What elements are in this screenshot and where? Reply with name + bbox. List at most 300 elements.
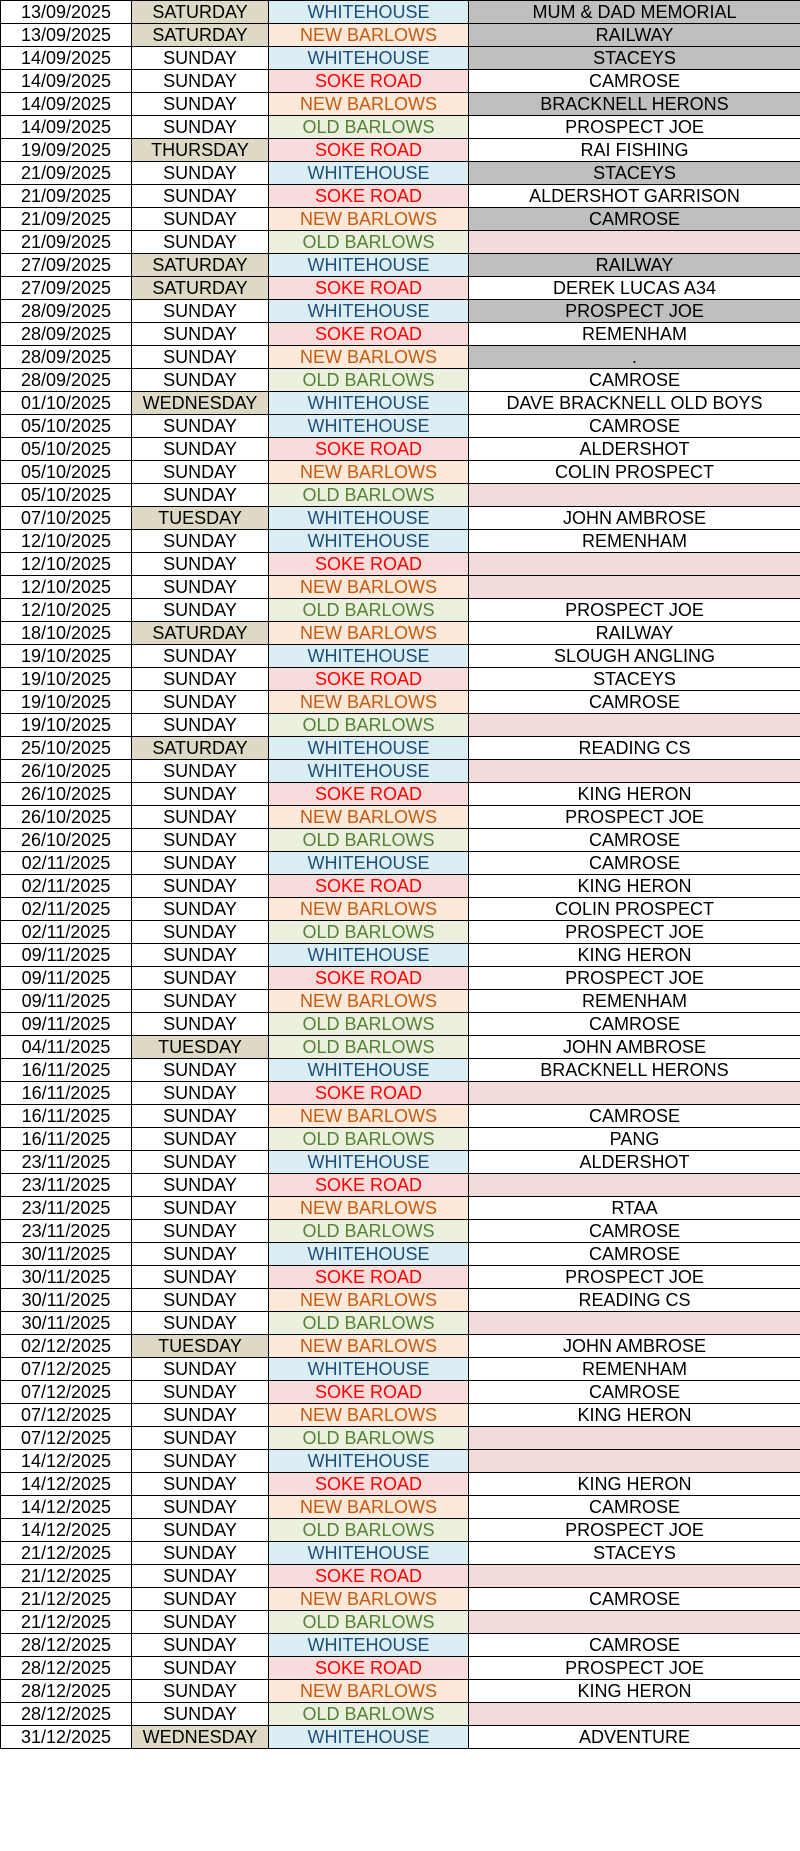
date-cell[interactable]: 14/09/2025	[1, 93, 132, 116]
venue-cell[interactable]: WHITEHOUSE	[269, 1358, 469, 1381]
venue-cell[interactable]: WHITEHOUSE	[269, 300, 469, 323]
date-cell[interactable]: 13/09/2025	[1, 24, 132, 47]
venue-cell[interactable]: WHITEHOUSE	[269, 1151, 469, 1174]
day-cell[interactable]: SUNDAY	[132, 944, 269, 967]
venue-cell[interactable]: NEW BARLOWS	[269, 1335, 469, 1358]
venue-cell[interactable]: WHITEHOUSE	[269, 737, 469, 760]
day-cell[interactable]: WEDNESDAY	[132, 392, 269, 415]
venue-cell[interactable]: OLD BARLOWS	[269, 714, 469, 737]
date-cell[interactable]: 09/11/2025	[1, 967, 132, 990]
venue-cell[interactable]: WHITEHOUSE	[269, 1, 469, 24]
day-cell[interactable]: SUNDAY	[132, 162, 269, 185]
club-cell[interactable]	[469, 714, 800, 737]
date-cell[interactable]: 19/10/2025	[1, 645, 132, 668]
date-cell[interactable]: 26/10/2025	[1, 806, 132, 829]
day-cell[interactable]: SUNDAY	[132, 1381, 269, 1404]
club-cell[interactable]: STACEYS	[469, 162, 800, 185]
club-cell[interactable]: CAMROSE	[469, 1013, 800, 1036]
day-cell[interactable]: SUNDAY	[132, 47, 269, 70]
venue-cell[interactable]: OLD BARLOWS	[269, 829, 469, 852]
date-cell[interactable]: 18/10/2025	[1, 622, 132, 645]
date-cell[interactable]: 12/10/2025	[1, 530, 132, 553]
date-cell[interactable]: 27/09/2025	[1, 277, 132, 300]
date-cell[interactable]: 05/10/2025	[1, 438, 132, 461]
date-cell[interactable]: 12/10/2025	[1, 576, 132, 599]
venue-cell[interactable]: NEW BARLOWS	[269, 346, 469, 369]
venue-cell[interactable]: WHITEHOUSE	[269, 530, 469, 553]
club-cell[interactable]: PROSPECT JOE	[469, 921, 800, 944]
club-cell[interactable]	[469, 1611, 800, 1634]
venue-cell[interactable]: SOKE ROAD	[269, 70, 469, 93]
day-cell[interactable]: SUNDAY	[132, 1266, 269, 1289]
date-cell[interactable]: 21/12/2025	[1, 1542, 132, 1565]
day-cell[interactable]: SUNDAY	[132, 438, 269, 461]
day-cell[interactable]: SATURDAY	[132, 254, 269, 277]
date-cell[interactable]: 26/10/2025	[1, 760, 132, 783]
club-cell[interactable]: PROSPECT JOE	[469, 116, 800, 139]
club-cell[interactable]: BRACKNELL HERONS	[469, 1059, 800, 1082]
club-cell[interactable]: SLOUGH ANGLING	[469, 645, 800, 668]
date-cell[interactable]: 02/11/2025	[1, 875, 132, 898]
date-cell[interactable]: 16/11/2025	[1, 1105, 132, 1128]
club-cell[interactable]: PANG	[469, 1128, 800, 1151]
venue-cell[interactable]: NEW BARLOWS	[269, 1404, 469, 1427]
day-cell[interactable]: SUNDAY	[132, 1082, 269, 1105]
day-cell[interactable]: SUNDAY	[132, 1657, 269, 1680]
club-cell[interactable]	[469, 553, 800, 576]
venue-cell[interactable]: SOKE ROAD	[269, 277, 469, 300]
venue-cell[interactable]: OLD BARLOWS	[269, 484, 469, 507]
venue-cell[interactable]: SOKE ROAD	[269, 783, 469, 806]
venue-cell[interactable]: NEW BARLOWS	[269, 1496, 469, 1519]
date-cell[interactable]: 19/10/2025	[1, 714, 132, 737]
date-cell[interactable]: 16/11/2025	[1, 1059, 132, 1082]
day-cell[interactable]: SUNDAY	[132, 1450, 269, 1473]
club-cell[interactable]: CAMROSE	[469, 1220, 800, 1243]
venue-cell[interactable]: OLD BARLOWS	[269, 1519, 469, 1542]
club-cell[interactable]: .	[469, 346, 800, 369]
club-cell[interactable]: READING CS	[469, 737, 800, 760]
venue-cell[interactable]: SOKE ROAD	[269, 1174, 469, 1197]
day-cell[interactable]: SUNDAY	[132, 484, 269, 507]
venue-cell[interactable]: WHITEHOUSE	[269, 1726, 469, 1749]
date-cell[interactable]: 28/09/2025	[1, 323, 132, 346]
venue-cell[interactable]: NEW BARLOWS	[269, 898, 469, 921]
club-cell[interactable]: ALDERSHOT GARRISON	[469, 185, 800, 208]
club-cell[interactable]: REMENHAM	[469, 1358, 800, 1381]
venue-cell[interactable]: NEW BARLOWS	[269, 990, 469, 1013]
venue-cell[interactable]: SOKE ROAD	[269, 1565, 469, 1588]
date-cell[interactable]: 23/11/2025	[1, 1151, 132, 1174]
date-cell[interactable]: 23/11/2025	[1, 1197, 132, 1220]
day-cell[interactable]: SUNDAY	[132, 852, 269, 875]
club-cell[interactable]: PROSPECT JOE	[469, 599, 800, 622]
date-cell[interactable]: 21/12/2025	[1, 1565, 132, 1588]
venue-cell[interactable]: NEW BARLOWS	[269, 691, 469, 714]
venue-cell[interactable]: SOKE ROAD	[269, 1657, 469, 1680]
date-cell[interactable]: 07/10/2025	[1, 507, 132, 530]
venue-cell[interactable]: SOKE ROAD	[269, 1266, 469, 1289]
club-cell[interactable]: CAMROSE	[469, 415, 800, 438]
day-cell[interactable]: SUNDAY	[132, 116, 269, 139]
venue-cell[interactable]: SOKE ROAD	[269, 185, 469, 208]
date-cell[interactable]: 07/12/2025	[1, 1404, 132, 1427]
day-cell[interactable]: SUNDAY	[132, 714, 269, 737]
venue-cell[interactable]: WHITEHOUSE	[269, 415, 469, 438]
date-cell[interactable]: 02/11/2025	[1, 921, 132, 944]
venue-cell[interactable]: OLD BARLOWS	[269, 369, 469, 392]
venue-cell[interactable]: NEW BARLOWS	[269, 24, 469, 47]
date-cell[interactable]: 19/10/2025	[1, 691, 132, 714]
club-cell[interactable]: BRACKNELL HERONS	[469, 93, 800, 116]
day-cell[interactable]: SUNDAY	[132, 553, 269, 576]
date-cell[interactable]: 14/09/2025	[1, 70, 132, 93]
club-cell[interactable]	[469, 484, 800, 507]
venue-cell[interactable]: WHITEHOUSE	[269, 254, 469, 277]
date-cell[interactable]: 14/12/2025	[1, 1473, 132, 1496]
venue-cell[interactable]: SOKE ROAD	[269, 139, 469, 162]
day-cell[interactable]: SUNDAY	[132, 645, 269, 668]
date-cell[interactable]: 14/09/2025	[1, 116, 132, 139]
day-cell[interactable]: TUESDAY	[132, 1335, 269, 1358]
club-cell[interactable]: ADVENTURE	[469, 1726, 800, 1749]
date-cell[interactable]: 05/10/2025	[1, 484, 132, 507]
venue-cell[interactable]: NEW BARLOWS	[269, 576, 469, 599]
day-cell[interactable]: SUNDAY	[132, 806, 269, 829]
day-cell[interactable]: SUNDAY	[132, 875, 269, 898]
club-cell[interactable]	[469, 231, 800, 254]
date-cell[interactable]: 21/09/2025	[1, 185, 132, 208]
day-cell[interactable]: SUNDAY	[132, 1634, 269, 1657]
club-cell[interactable]: CAMROSE	[469, 852, 800, 875]
day-cell[interactable]: SUNDAY	[132, 691, 269, 714]
date-cell[interactable]: 05/10/2025	[1, 461, 132, 484]
date-cell[interactable]: 27/09/2025	[1, 254, 132, 277]
day-cell[interactable]: SUNDAY	[132, 1703, 269, 1726]
club-cell[interactable]: STACEYS	[469, 668, 800, 691]
venue-cell[interactable]: OLD BARLOWS	[269, 921, 469, 944]
venue-cell[interactable]: WHITEHOUSE	[269, 162, 469, 185]
club-cell[interactable]: COLIN PROSPECT	[469, 898, 800, 921]
venue-cell[interactable]: OLD BARLOWS	[269, 1013, 469, 1036]
venue-cell[interactable]: NEW BARLOWS	[269, 806, 469, 829]
venue-cell[interactable]: SOKE ROAD	[269, 323, 469, 346]
date-cell[interactable]: 25/10/2025	[1, 737, 132, 760]
day-cell[interactable]: SUNDAY	[132, 1588, 269, 1611]
club-cell[interactable]: DEREK LUCAS A34	[469, 277, 800, 300]
club-cell[interactable]: JOHN AMBROSE	[469, 1335, 800, 1358]
club-cell[interactable]: ALDERSHOT	[469, 438, 800, 461]
venue-cell[interactable]: SOKE ROAD	[269, 438, 469, 461]
club-cell[interactable]: DAVE BRACKNELL OLD BOYS	[469, 392, 800, 415]
venue-cell[interactable]: WHITEHOUSE	[269, 1542, 469, 1565]
venue-cell[interactable]: WHITEHOUSE	[269, 47, 469, 70]
date-cell[interactable]: 05/10/2025	[1, 415, 132, 438]
club-cell[interactable]: PROSPECT JOE	[469, 1266, 800, 1289]
day-cell[interactable]: SATURDAY	[132, 1, 269, 24]
venue-cell[interactable]: NEW BARLOWS	[269, 1289, 469, 1312]
day-cell[interactable]: SATURDAY	[132, 622, 269, 645]
date-cell[interactable]: 09/11/2025	[1, 1013, 132, 1036]
club-cell[interactable]: KING HERON	[469, 1473, 800, 1496]
venue-cell[interactable]: SOKE ROAD	[269, 668, 469, 691]
date-cell[interactable]: 19/10/2025	[1, 668, 132, 691]
venue-cell[interactable]: NEW BARLOWS	[269, 1680, 469, 1703]
day-cell[interactable]: TUESDAY	[132, 1036, 269, 1059]
venue-cell[interactable]: OLD BARLOWS	[269, 1312, 469, 1335]
date-cell[interactable]: 09/11/2025	[1, 944, 132, 967]
day-cell[interactable]: SUNDAY	[132, 1174, 269, 1197]
date-cell[interactable]: 28/12/2025	[1, 1657, 132, 1680]
club-cell[interactable]: REMENHAM	[469, 530, 800, 553]
day-cell[interactable]: SUNDAY	[132, 1496, 269, 1519]
date-cell[interactable]: 30/11/2025	[1, 1289, 132, 1312]
date-cell[interactable]: 26/10/2025	[1, 829, 132, 852]
club-cell[interactable]: STACEYS	[469, 1542, 800, 1565]
day-cell[interactable]: SUNDAY	[132, 898, 269, 921]
day-cell[interactable]: TUESDAY	[132, 507, 269, 530]
venue-cell[interactable]: OLD BARLOWS	[269, 231, 469, 254]
day-cell[interactable]: SUNDAY	[132, 1059, 269, 1082]
date-cell[interactable]: 21/12/2025	[1, 1611, 132, 1634]
day-cell[interactable]: SUNDAY	[132, 1105, 269, 1128]
day-cell[interactable]: SUNDAY	[132, 1312, 269, 1335]
venue-cell[interactable]: OLD BARLOWS	[269, 1703, 469, 1726]
date-cell[interactable]: 16/11/2025	[1, 1128, 132, 1151]
date-cell[interactable]: 07/12/2025	[1, 1427, 132, 1450]
day-cell[interactable]: SUNDAY	[132, 1611, 269, 1634]
date-cell[interactable]: 02/12/2025	[1, 1335, 132, 1358]
club-cell[interactable]: CAMROSE	[469, 70, 800, 93]
day-cell[interactable]: SUNDAY	[132, 346, 269, 369]
club-cell[interactable]	[469, 1703, 800, 1726]
day-cell[interactable]: THURSDAY	[132, 139, 269, 162]
day-cell[interactable]: SUNDAY	[132, 300, 269, 323]
club-cell[interactable]	[469, 1565, 800, 1588]
club-cell[interactable]: RTAA	[469, 1197, 800, 1220]
club-cell[interactable]	[469, 1082, 800, 1105]
day-cell[interactable]: SUNDAY	[132, 1542, 269, 1565]
date-cell[interactable]: 28/09/2025	[1, 346, 132, 369]
venue-cell[interactable]: WHITEHOUSE	[269, 760, 469, 783]
day-cell[interactable]: SUNDAY	[132, 599, 269, 622]
club-cell[interactable]: KING HERON	[469, 944, 800, 967]
date-cell[interactable]: 12/10/2025	[1, 553, 132, 576]
day-cell[interactable]: SATURDAY	[132, 24, 269, 47]
day-cell[interactable]: SUNDAY	[132, 1197, 269, 1220]
day-cell[interactable]: SUNDAY	[132, 208, 269, 231]
club-cell[interactable]: MUM & DAD MEMORIAL	[469, 1, 800, 24]
day-cell[interactable]: SUNDAY	[132, 1243, 269, 1266]
date-cell[interactable]: 28/09/2025	[1, 300, 132, 323]
day-cell[interactable]: SUNDAY	[132, 576, 269, 599]
club-cell[interactable]: PROSPECT JOE	[469, 1657, 800, 1680]
venue-cell[interactable]: OLD BARLOWS	[269, 1427, 469, 1450]
date-cell[interactable]: 21/09/2025	[1, 162, 132, 185]
date-cell[interactable]: 16/11/2025	[1, 1082, 132, 1105]
club-cell[interactable]: READING CS	[469, 1289, 800, 1312]
club-cell[interactable]: RAILWAY	[469, 24, 800, 47]
date-cell[interactable]: 31/12/2025	[1, 1726, 132, 1749]
club-cell[interactable]	[469, 1174, 800, 1197]
club-cell[interactable]: CAMROSE	[469, 208, 800, 231]
venue-cell[interactable]: SOKE ROAD	[269, 967, 469, 990]
venue-cell[interactable]: OLD BARLOWS	[269, 1220, 469, 1243]
date-cell[interactable]: 28/09/2025	[1, 369, 132, 392]
venue-cell[interactable]: OLD BARLOWS	[269, 1036, 469, 1059]
club-cell[interactable]: PROSPECT JOE	[469, 806, 800, 829]
date-cell[interactable]: 30/11/2025	[1, 1312, 132, 1335]
day-cell[interactable]: SUNDAY	[132, 921, 269, 944]
venue-cell[interactable]: WHITEHOUSE	[269, 852, 469, 875]
date-cell[interactable]: 14/09/2025	[1, 47, 132, 70]
day-cell[interactable]: SUNDAY	[132, 1680, 269, 1703]
club-cell[interactable]: RAI FISHING	[469, 139, 800, 162]
venue-cell[interactable]: NEW BARLOWS	[269, 622, 469, 645]
club-cell[interactable]: REMENHAM	[469, 990, 800, 1013]
day-cell[interactable]: SUNDAY	[132, 760, 269, 783]
club-cell[interactable]: CAMROSE	[469, 1243, 800, 1266]
club-cell[interactable]	[469, 576, 800, 599]
club-cell[interactable]	[469, 760, 800, 783]
day-cell[interactable]: WEDNESDAY	[132, 1726, 269, 1749]
day-cell[interactable]: SUNDAY	[132, 1473, 269, 1496]
day-cell[interactable]: SUNDAY	[132, 1128, 269, 1151]
club-cell[interactable]: KING HERON	[469, 783, 800, 806]
day-cell[interactable]: SUNDAY	[132, 668, 269, 691]
club-cell[interactable]: KING HERON	[469, 1404, 800, 1427]
date-cell[interactable]: 28/12/2025	[1, 1703, 132, 1726]
date-cell[interactable]: 12/10/2025	[1, 599, 132, 622]
venue-cell[interactable]: SOKE ROAD	[269, 875, 469, 898]
day-cell[interactable]: SUNDAY	[132, 231, 269, 254]
day-cell[interactable]: SUNDAY	[132, 369, 269, 392]
venue-cell[interactable]: OLD BARLOWS	[269, 1611, 469, 1634]
venue-cell[interactable]: OLD BARLOWS	[269, 116, 469, 139]
day-cell[interactable]: SUNDAY	[132, 829, 269, 852]
venue-cell[interactable]: WHITEHOUSE	[269, 944, 469, 967]
club-cell[interactable]: CAMROSE	[469, 1381, 800, 1404]
day-cell[interactable]: SUNDAY	[132, 783, 269, 806]
date-cell[interactable]: 21/09/2025	[1, 208, 132, 231]
venue-cell[interactable]: WHITEHOUSE	[269, 1634, 469, 1657]
venue-cell[interactable]: OLD BARLOWS	[269, 1128, 469, 1151]
club-cell[interactable]	[469, 1427, 800, 1450]
date-cell[interactable]: 09/11/2025	[1, 990, 132, 1013]
venue-cell[interactable]: SOKE ROAD	[269, 1473, 469, 1496]
venue-cell[interactable]: WHITEHOUSE	[269, 1243, 469, 1266]
club-cell[interactable]: ALDERSHOT	[469, 1151, 800, 1174]
club-cell[interactable]: KING HERON	[469, 1680, 800, 1703]
day-cell[interactable]: SUNDAY	[132, 1151, 269, 1174]
date-cell[interactable]: 14/12/2025	[1, 1519, 132, 1542]
date-cell[interactable]: 28/12/2025	[1, 1680, 132, 1703]
club-cell[interactable]: CAMROSE	[469, 1588, 800, 1611]
day-cell[interactable]: SUNDAY	[132, 1519, 269, 1542]
day-cell[interactable]: SUNDAY	[132, 185, 269, 208]
day-cell[interactable]: SUNDAY	[132, 415, 269, 438]
date-cell[interactable]: 13/09/2025	[1, 1, 132, 24]
club-cell[interactable]: PROSPECT JOE	[469, 300, 800, 323]
day-cell[interactable]: SUNDAY	[132, 323, 269, 346]
club-cell[interactable]: CAMROSE	[469, 1105, 800, 1128]
venue-cell[interactable]: NEW BARLOWS	[269, 208, 469, 231]
club-cell[interactable]: RAILWAY	[469, 622, 800, 645]
day-cell[interactable]: SUNDAY	[132, 1220, 269, 1243]
venue-cell[interactable]: SOKE ROAD	[269, 553, 469, 576]
club-cell[interactable]: PROSPECT JOE	[469, 967, 800, 990]
day-cell[interactable]: SATURDAY	[132, 737, 269, 760]
date-cell[interactable]: 14/12/2025	[1, 1450, 132, 1473]
date-cell[interactable]: 23/11/2025	[1, 1174, 132, 1197]
venue-cell[interactable]: SOKE ROAD	[269, 1381, 469, 1404]
day-cell[interactable]: SUNDAY	[132, 93, 269, 116]
day-cell[interactable]: SUNDAY	[132, 967, 269, 990]
club-cell[interactable]: JOHN AMBROSE	[469, 1036, 800, 1059]
day-cell[interactable]: SUNDAY	[132, 1289, 269, 1312]
club-cell[interactable]: KING HERON	[469, 875, 800, 898]
date-cell[interactable]: 07/12/2025	[1, 1381, 132, 1404]
day-cell[interactable]: SUNDAY	[132, 1565, 269, 1588]
club-cell[interactable]: COLIN PROSPECT	[469, 461, 800, 484]
venue-cell[interactable]: WHITEHOUSE	[269, 392, 469, 415]
club-cell[interactable]: CAMROSE	[469, 829, 800, 852]
day-cell[interactable]: SUNDAY	[132, 1358, 269, 1381]
day-cell[interactable]: SUNDAY	[132, 1404, 269, 1427]
date-cell[interactable]: 04/11/2025	[1, 1036, 132, 1059]
date-cell[interactable]: 07/12/2025	[1, 1358, 132, 1381]
club-cell[interactable]: CAMROSE	[469, 1496, 800, 1519]
date-cell[interactable]: 30/11/2025	[1, 1243, 132, 1266]
venue-cell[interactable]: NEW BARLOWS	[269, 461, 469, 484]
day-cell[interactable]: SUNDAY	[132, 1427, 269, 1450]
date-cell[interactable]: 19/09/2025	[1, 139, 132, 162]
club-cell[interactable]: REMENHAM	[469, 323, 800, 346]
venue-cell[interactable]: NEW BARLOWS	[269, 93, 469, 116]
club-cell[interactable]: RAILWAY	[469, 254, 800, 277]
venue-cell[interactable]: SOKE ROAD	[269, 1082, 469, 1105]
date-cell[interactable]: 01/10/2025	[1, 392, 132, 415]
date-cell[interactable]: 26/10/2025	[1, 783, 132, 806]
date-cell[interactable]: 14/12/2025	[1, 1496, 132, 1519]
venue-cell[interactable]: WHITEHOUSE	[269, 1059, 469, 1082]
venue-cell[interactable]: WHITEHOUSE	[269, 1450, 469, 1473]
club-cell[interactable]: CAMROSE	[469, 1634, 800, 1657]
venue-cell[interactable]: WHITEHOUSE	[269, 645, 469, 668]
date-cell[interactable]: 23/11/2025	[1, 1220, 132, 1243]
date-cell[interactable]: 21/09/2025	[1, 231, 132, 254]
date-cell[interactable]: 02/11/2025	[1, 898, 132, 921]
day-cell[interactable]: SUNDAY	[132, 70, 269, 93]
date-cell[interactable]: 02/11/2025	[1, 852, 132, 875]
date-cell[interactable]: 21/12/2025	[1, 1588, 132, 1611]
venue-cell[interactable]: NEW BARLOWS	[269, 1588, 469, 1611]
venue-cell[interactable]: NEW BARLOWS	[269, 1197, 469, 1220]
venue-cell[interactable]: NEW BARLOWS	[269, 1105, 469, 1128]
venue-cell[interactable]: WHITEHOUSE	[269, 507, 469, 530]
venue-cell[interactable]: OLD BARLOWS	[269, 599, 469, 622]
club-cell[interactable]: JOHN AMBROSE	[469, 507, 800, 530]
club-cell[interactable]: CAMROSE	[469, 369, 800, 392]
day-cell[interactable]: SUNDAY	[132, 1013, 269, 1036]
day-cell[interactable]: SATURDAY	[132, 277, 269, 300]
day-cell[interactable]: SUNDAY	[132, 990, 269, 1013]
club-cell[interactable]: CAMROSE	[469, 691, 800, 714]
club-cell[interactable]	[469, 1450, 800, 1473]
date-cell[interactable]: 28/12/2025	[1, 1634, 132, 1657]
club-cell[interactable]	[469, 1312, 800, 1335]
club-cell[interactable]: PROSPECT JOE	[469, 1519, 800, 1542]
